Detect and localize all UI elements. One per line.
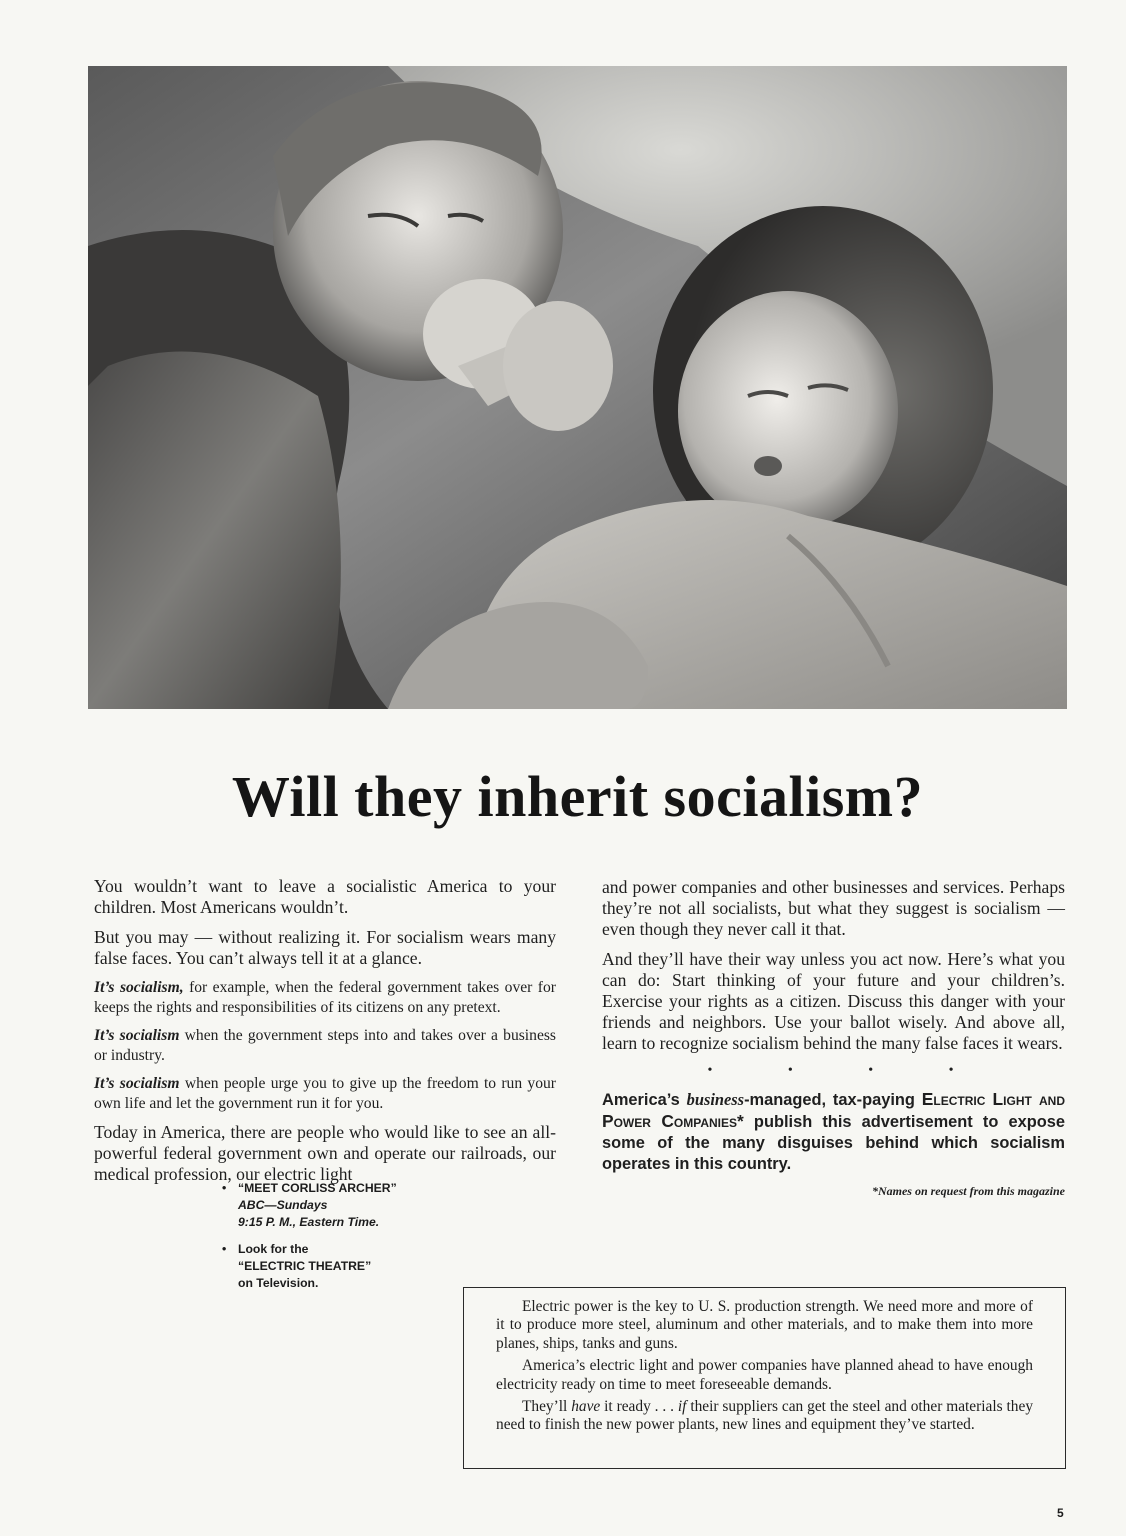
lead-phrase: It’s socialism <box>94 1027 180 1044</box>
paragraph: You wouldn’t want to leave a socialistic America to your children. Most Americans wouldn’t. <box>94 876 556 917</box>
lead-phrase: It’s socialism, <box>94 979 184 996</box>
paragraph: And they’ll have their way unless you act now. Here’s what you can do: Start thinking of your future and your children’s. Exercise your rights as a citizen. Discuss this danger with your friends and neighbors. Use your ballot wisely. And above all, learn to recognize socialism behind the many false faces it wears. <box>602 949 1065 1053</box>
promo-line: Look for the <box>238 1242 309 1256</box>
paragraph-text: when people urge you to give up the freedom to run your own life and let the government run it for you. <box>94 1075 557 1112</box>
paragraph-text: when the government steps into and takes over a business or industry. <box>94 1027 556 1064</box>
paragraph: Today in America, there are people who would like to see an all-powerful federal government own and operate our railroads, our medical profession, our electric light <box>94 1122 556 1184</box>
box-text-italic: have <box>571 1398 601 1416</box>
paragraph: and power companies and other businesses and services. Perhaps they’re not all socialists, but what they suggest is socialism — even though they never call it that. <box>602 877 1065 939</box>
promo-line: “ELECTRIC THEATRE” <box>238 1259 372 1273</box>
sponsor-text: America’s <box>602 1091 687 1109</box>
box-paragraph <box>496 1398 1033 1435</box>
paragraph-text: for example, when the federal government takes over for keeps the rights and responsibilities of its citizens on any pretext. <box>94 979 556 1016</box>
footnote: *Names on request from this magazine <box>871 1184 1065 1198</box>
bullet-icon: • <box>222 1181 227 1195</box>
bullet-icon: • <box>222 1242 227 1256</box>
box-text: They’ll <box>522 1398 572 1416</box>
promo-line: 9:15 P. M., Eastern Time. <box>238 1215 380 1229</box>
article-left-column <box>94 876 556 1194</box>
promo-item <box>222 1180 432 1231</box>
box-text: their suppliers can get the steel and other materials they need to finish the new power plants, new lines and equipment they’ve started. <box>496 1398 1034 1434</box>
promo-line: “MEET CORLISS ARCHER” <box>238 1181 397 1195</box>
sponsor-text-italic: business <box>686 1090 745 1109</box>
paragraph: But you may — without realizing it. For socialism wears many false faces. You can’t always tell it at a glance. <box>94 927 556 968</box>
sponsor-statement <box>602 1089 1065 1175</box>
separator-dots: • • • • <box>707 1063 990 1078</box>
photo-sleeping-children-icon <box>88 66 1067 709</box>
paragraph <box>94 1074 556 1113</box>
photo-sleeping-children <box>88 66 1067 709</box>
lead-phrase: It’s socialism <box>94 1075 180 1092</box>
box-paragraph: Electric power is the key to U. S. production strength. We need more and more of it to produce more steel, aluminum and other materials, and to make them into more planes, ships, tanks and guns. <box>496 1298 1033 1352</box>
promo-item <box>222 1241 432 1292</box>
sponsor-name: Electric Light and Power Companies* <box>602 1089 1066 1131</box>
page-number: 5 <box>1057 1506 1064 1520</box>
promo-line: ABC—Sundays <box>238 1198 328 1212</box>
sponsor-text: -managed, tax-paying <box>744 1091 922 1109</box>
paragraph <box>94 978 556 1017</box>
promo-line: on Television. <box>238 1276 319 1290</box>
box-paragraph: America’s electric light and power companies have planned ahead to have enough electricity ready on time to meet foreseeable demands. <box>496 1357 1033 1393</box>
paragraph <box>94 1026 556 1065</box>
radio-tv-promo <box>222 1180 432 1302</box>
article-right-column <box>602 877 1065 1199</box>
box-text-italic: if <box>677 1398 687 1416</box>
electric-power-box <box>463 1287 1066 1469</box>
box-text: it ready . . . <box>600 1398 678 1416</box>
headline: Will they inherit socialism? <box>231 764 924 829</box>
sponsor-text: publish this advertisement to expose some of the many disguises behind which socialism operates in this country. <box>602 1113 1065 1173</box>
